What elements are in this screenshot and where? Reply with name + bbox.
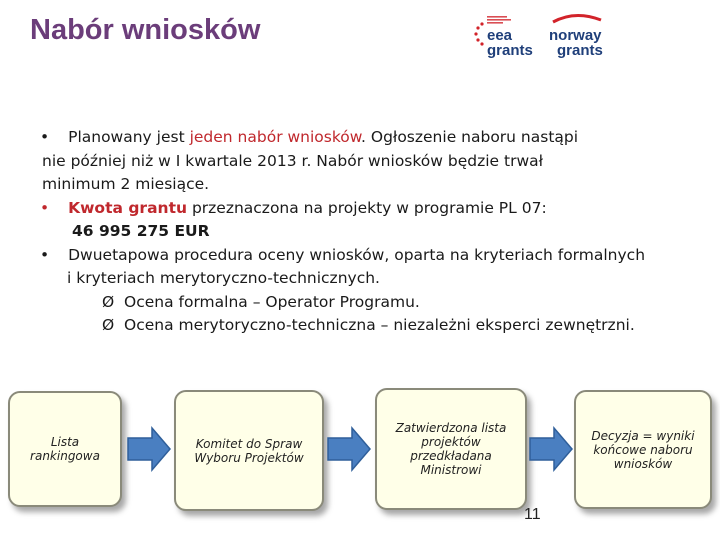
bullet-3-text: Dwuetapowa procedura oceny wniosków, oparta na kryteriach formalnych xyxy=(68,245,646,264)
flow-box-approved-list-label: Zatwierdzona lista projektów przedkładana Ministrowi xyxy=(395,421,507,477)
flow-box-ranking-list xyxy=(8,391,122,507)
arrow-bullet-icon: Ø xyxy=(102,292,115,311)
content-text xyxy=(42,126,692,338)
flow-box-committee-label: Komitet do Spraw Wyboru Projektów xyxy=(194,436,304,465)
sub-bullet-2 xyxy=(102,314,692,338)
bullet-dot: • xyxy=(40,245,50,264)
bullet-1-text-pre: Planowany jest xyxy=(68,128,190,146)
sub-bullet-1 xyxy=(102,291,692,315)
bullet-1-text-post: . Ogłoszenie naboru nastąpi xyxy=(361,128,579,146)
flow-arrow-2-icon xyxy=(326,426,372,472)
eea-grants-logo xyxy=(470,12,540,58)
norway-grants-text: grants xyxy=(557,42,603,59)
page-title: Nabór wniosków xyxy=(30,14,261,46)
flow-arrow-3-icon xyxy=(528,426,574,472)
flow-box-approved-list xyxy=(375,388,527,510)
eea-grants-text: grants xyxy=(487,42,533,59)
arrow-bullet-icon: Ø xyxy=(102,316,115,334)
page-number: 11 xyxy=(524,506,541,523)
bullet-3-line-1 xyxy=(42,244,692,268)
sub-bullet-2-text: Ocena merytoryczno-techniczna – niezależni eksperci zewnętrzni. xyxy=(124,316,635,334)
flow-arrow-1-icon xyxy=(126,426,172,472)
flow-box-decision-label: Decyzja = wyniki końcowe naboru wniosków xyxy=(591,428,695,471)
eea-text: eea xyxy=(487,27,513,44)
grant-amount: 46 995 275 EUR xyxy=(72,222,210,240)
flow-box-decision xyxy=(574,390,712,509)
sub-bullet-1-text: Ocena formalna – Operator Programu. xyxy=(124,292,420,311)
bullet-1-line-3: minimum 2 miesiące. xyxy=(42,175,210,193)
bullet-1-highlight: jeden nabór wniosków xyxy=(189,128,362,146)
bullet-1-line-2: nie później niż w I kwartale 2013 r. Nabór wniosków będzie trwał xyxy=(42,151,544,170)
bullet-dot: • xyxy=(40,198,50,217)
bullet-1-line-1 xyxy=(42,126,692,150)
bullet-2-highlight: Kwota grantu xyxy=(68,198,188,217)
flow-box-ranking-list-label: Lista rankingowa xyxy=(30,435,100,463)
norway-text: norway xyxy=(549,27,602,44)
flow-box-committee xyxy=(174,390,324,511)
bullet-3-line-2: i kryteriach merytoryczno-technicznych. xyxy=(67,269,380,287)
bullet-2-text: przeznaczona na projekty w programie PL 07: xyxy=(187,198,547,217)
norway-grants-logo xyxy=(545,12,615,58)
bullet-2-line-1 xyxy=(42,197,692,221)
bullet-dot: • xyxy=(40,128,50,146)
